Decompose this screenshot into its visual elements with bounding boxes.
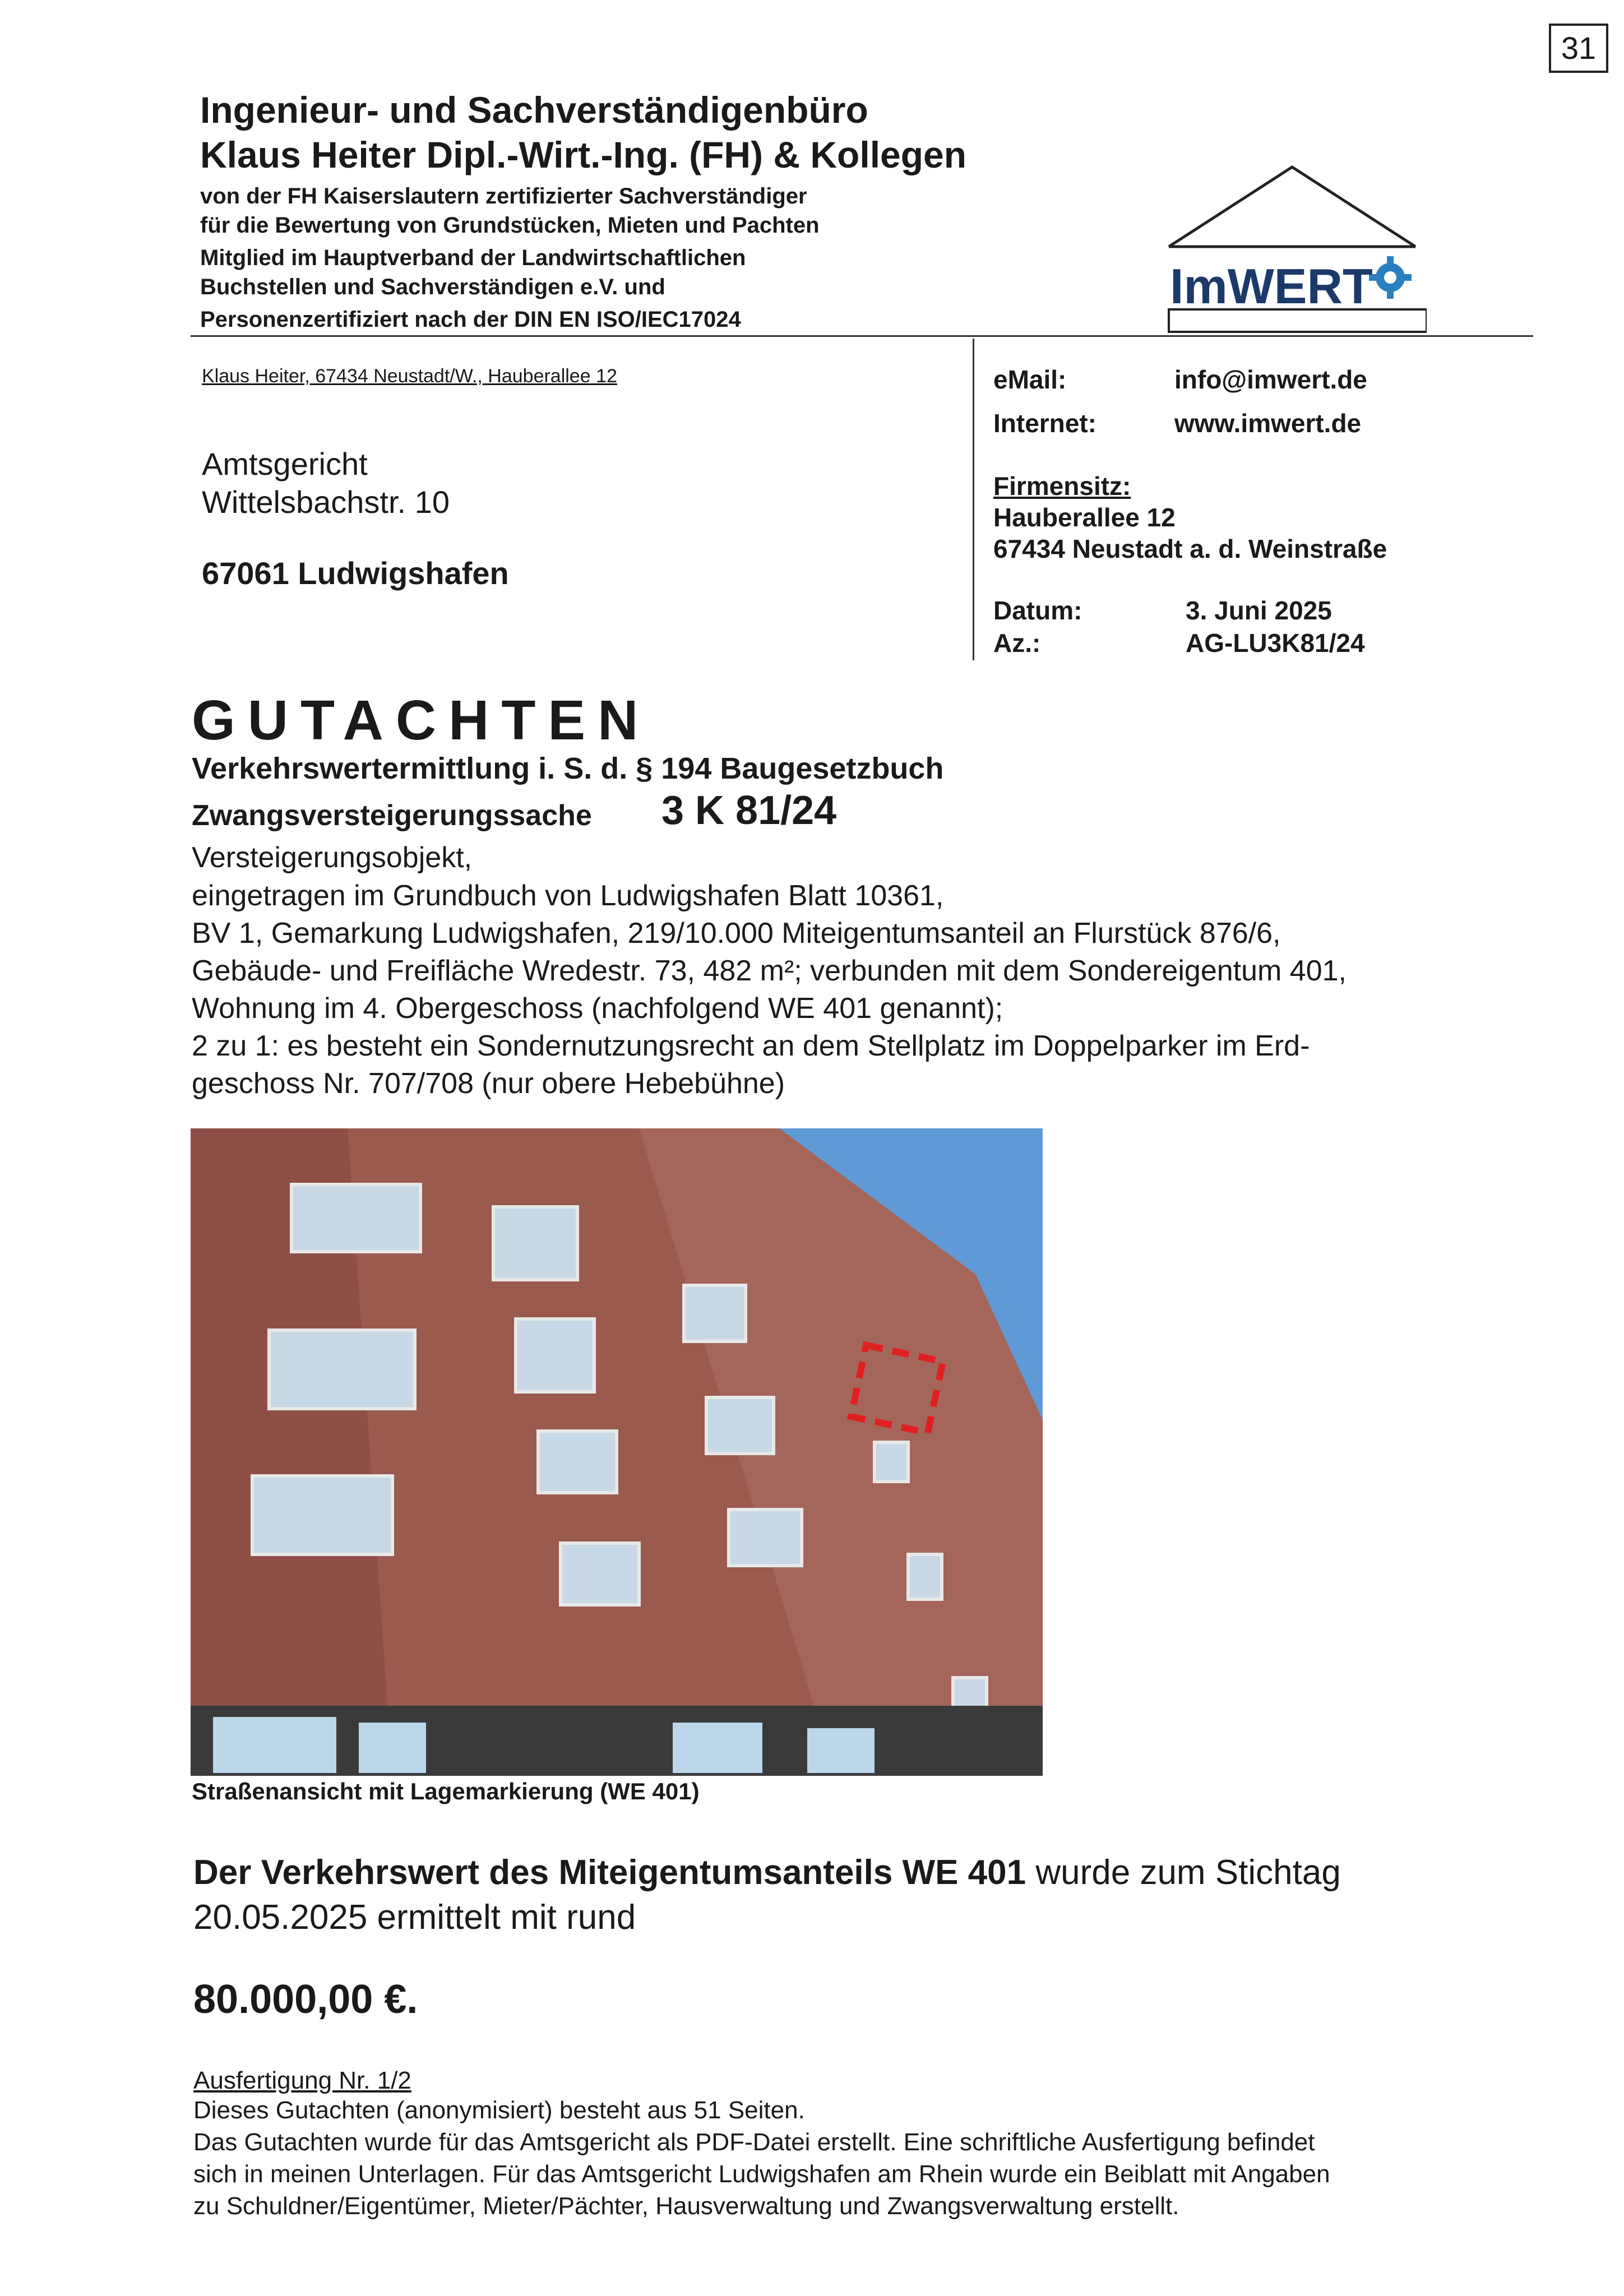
copy-number: Ausfertigung Nr. 1/2	[193, 2067, 411, 2094]
photo-caption: Straßenansicht mit Lagemarkierung (WE 401)	[192, 1778, 700, 1804]
logo-house-icon	[1163, 163, 1427, 342]
firm-certification-line: für die Bewertung von Grundstücken, Mieten und Pachten	[200, 213, 820, 238]
firm-membership-line: Buchstellen und Sachverständigen e.V. und	[200, 275, 665, 299]
valuation-basis: Verkehrswertermittlung i. S. d. § 194 Baugesetzbuch	[192, 752, 944, 785]
recipient-street: Wittelsbachstr. 10	[202, 484, 450, 520]
date-label: Datum:	[993, 596, 1082, 625]
valuation-statement	[193, 1853, 1341, 1892]
valuation-statement-subject: Der Verkehrswert des Miteigentumsanteils WE 401	[193, 1853, 1026, 1892]
recipient-name: Amtsgericht	[202, 446, 368, 482]
description-line: eingetragen im Grundbuch von Ludwigshafen Blatt 10361,	[192, 879, 944, 912]
description-line: Gebäude- und Freifläche Wredestr. 73, 482 m²; verbunden mit dem Sondereigentum 401,	[192, 955, 1347, 987]
sender-return-address: Klaus Heiter, 67434 Neustadt/W., Hauberallee 12	[202, 365, 617, 387]
reference-number: AG-LU3K81/24	[1186, 628, 1365, 658]
page-number: 31	[1549, 24, 1608, 73]
description-line: BV 1, Gemarkung Ludwigshafen, 219/10.000 Miteigentumsanteil an Flurstück 876/6,	[192, 917, 1281, 950]
website-link[interactable]: www.imwert.de	[1174, 409, 1362, 438]
footer-note-line: zu Schuldner/Eigentümer, Mieter/Pächter, Hausverwaltung und Zwangsverwaltung erstellt.	[193, 2192, 1179, 2220]
valuation-statement-date: 20.05.2025 ermittelt mit rund	[193, 1898, 636, 1937]
footer-note-line: Das Gutachten wurde für das Amtsgericht als PDF-Datei erstellt. Eine schriftliche Ausfertigung befindet	[193, 2128, 1315, 2156]
company-seat-label: Firmensitz:	[993, 471, 1131, 501]
firm-certification-line: von der FH Kaiserslautern zertifizierter Sachverständiger	[200, 184, 807, 209]
firm-iso-line: Personenzertifiziert nach der DIN EN ISO/IEC17024	[200, 307, 741, 332]
contact-column-divider	[973, 339, 974, 660]
firm-title-line-1: Ingenieur- und Sachverständigenbüro	[200, 89, 868, 131]
company-seat-street: Hauberallee 12	[993, 503, 1176, 532]
logo-wordmark: ImWERT	[1170, 258, 1373, 314]
firm-membership-line: Mitglied im Hauptverband der Landwirtschaftlichen	[200, 246, 746, 270]
internet-label: Internet:	[993, 409, 1096, 438]
header-divider	[191, 335, 1533, 337]
description-line: 2 zu 1: es besteht ein Sondernutzungsrecht an dem Stellplatz im Doppelparker im Erd-	[192, 1030, 1310, 1062]
firm-title-line-2: Klaus Heiter Dipl.-Wirt.-Ing. (FH) & Kollegen	[200, 134, 967, 175]
description-line: geschoss Nr. 707/708 (nur obere Hebebühne)	[192, 1067, 785, 1100]
imwert-logo	[1163, 163, 1427, 342]
company-seat-city: 67434 Neustadt a. d. Weinstraße	[993, 534, 1387, 563]
document-title: GUTACHTEN	[192, 689, 651, 752]
recipient-city: 67061 Ludwigshafen	[202, 556, 509, 591]
description-line: Versteigerungsobjekt,	[192, 841, 473, 874]
document-date: 3. Juni 2025	[1186, 596, 1332, 625]
description-line: Wohnung im 4. Obergeschoss (nachfolgend WE 401 genannt);	[192, 992, 1003, 1025]
reference-label: Az.:	[993, 628, 1041, 658]
footer-note-line: sich in meinen Unterlagen. Für das Amtsgericht Ludwigshafen am Rhein wurde ein Beiblatt mit Angaben	[193, 2160, 1330, 2188]
valuation-statement-rest: wurde zum Stichtag	[1026, 1853, 1341, 1892]
footer-note-line: Dieses Gutachten (anonymisiert) besteht aus 51 Seiten.	[193, 2096, 805, 2124]
case-number: 3 K 81/24	[661, 788, 837, 833]
market-value: 80.000,00 €.	[193, 1977, 418, 2022]
case-label: Zwangsversteigerungssache	[192, 799, 592, 832]
email-link[interactable]: info@imwert.de	[1174, 365, 1367, 394]
email-label: eMail:	[993, 365, 1067, 394]
logo-gear-icon	[1369, 256, 1412, 299]
building-photo	[191, 1128, 1043, 1776]
